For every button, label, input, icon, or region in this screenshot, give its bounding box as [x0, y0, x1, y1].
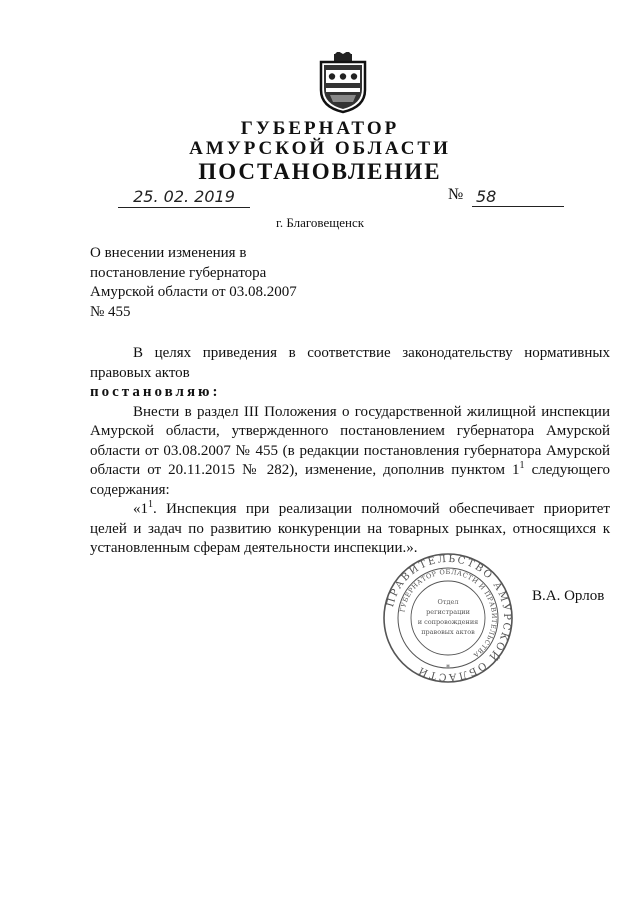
new-clause-paragraph: [90, 500, 610, 559]
header-governor: ГУБЕРНАТОР: [240, 118, 400, 139]
subject-line: постановление губернатора: [90, 264, 267, 281]
clause-text: . Инспекция при реализации полномочий обеспечивает приоритет целей и задач по развитию конкуренции на товарных рынках, относящихся к установленным сферам деятельности инспекции.».: [90, 501, 610, 556]
coat-of-arms-emblem: [316, 52, 370, 114]
city-name: г. Благовещенск: [275, 215, 365, 230]
stamp-center-line: Отдел: [437, 598, 459, 606]
preamble-paragraph: В целях приведения в соответствие законодательству нормативных правовых актов: [90, 345, 610, 381]
stamp-inner-text: ГУБЕРНАТОР ОБЛАСТИ И ПРАВИТЕЛЬСТВА: [398, 567, 499, 660]
subject-line: Амурской области от 03.08.2007: [90, 284, 297, 300]
document-number: 58: [472, 186, 564, 207]
amendment-text-end: следующего содержания:: [90, 462, 610, 498]
stamp-center-line: регистрации: [426, 608, 470, 616]
stamp-star-icon: *: [446, 663, 450, 672]
subject-line: О внесении изменения в: [90, 245, 247, 261]
resolve-word: постановляю:: [90, 384, 221, 400]
document-date: 25. 02. 2019: [118, 186, 250, 208]
stamp-outer-text: ПРАВИТЕЛЬСТВО АМУРСКОЙ ОБЛАСТИ: [385, 553, 513, 683]
document-body: [90, 344, 610, 559]
amendment-text: Внести в раздел III Положения о государственной жилищной инспекции Амурской области, утвержденного постановлением губернатора Амурской области от 03.08.2007 № 455 (в редакции постановления губернатора Амурской области от 20.11.2015 № 282), изменение, дополнив пунктом 1: [90, 403, 610, 478]
subject-line: № 455: [90, 303, 131, 320]
signatory-name: В.А. Орлов: [532, 588, 605, 604]
superscript: 1: [519, 460, 525, 471]
stamp-center-line: и сопровождения: [417, 618, 479, 626]
amendment-paragraph: [90, 403, 610, 501]
header-decree: ПОСТАНОВЛЕНИЕ: [198, 159, 442, 184]
document-subject: [90, 244, 297, 322]
header-region: АМУРСКОЙ ОБЛАСТИ: [189, 138, 451, 159]
stamp-center-line: правовых актов: [421, 628, 475, 636]
superscript: 1: [148, 499, 153, 510]
number-label: №: [448, 186, 464, 203]
official-stamp: [382, 552, 514, 684]
clause-number: «1: [133, 501, 148, 517]
